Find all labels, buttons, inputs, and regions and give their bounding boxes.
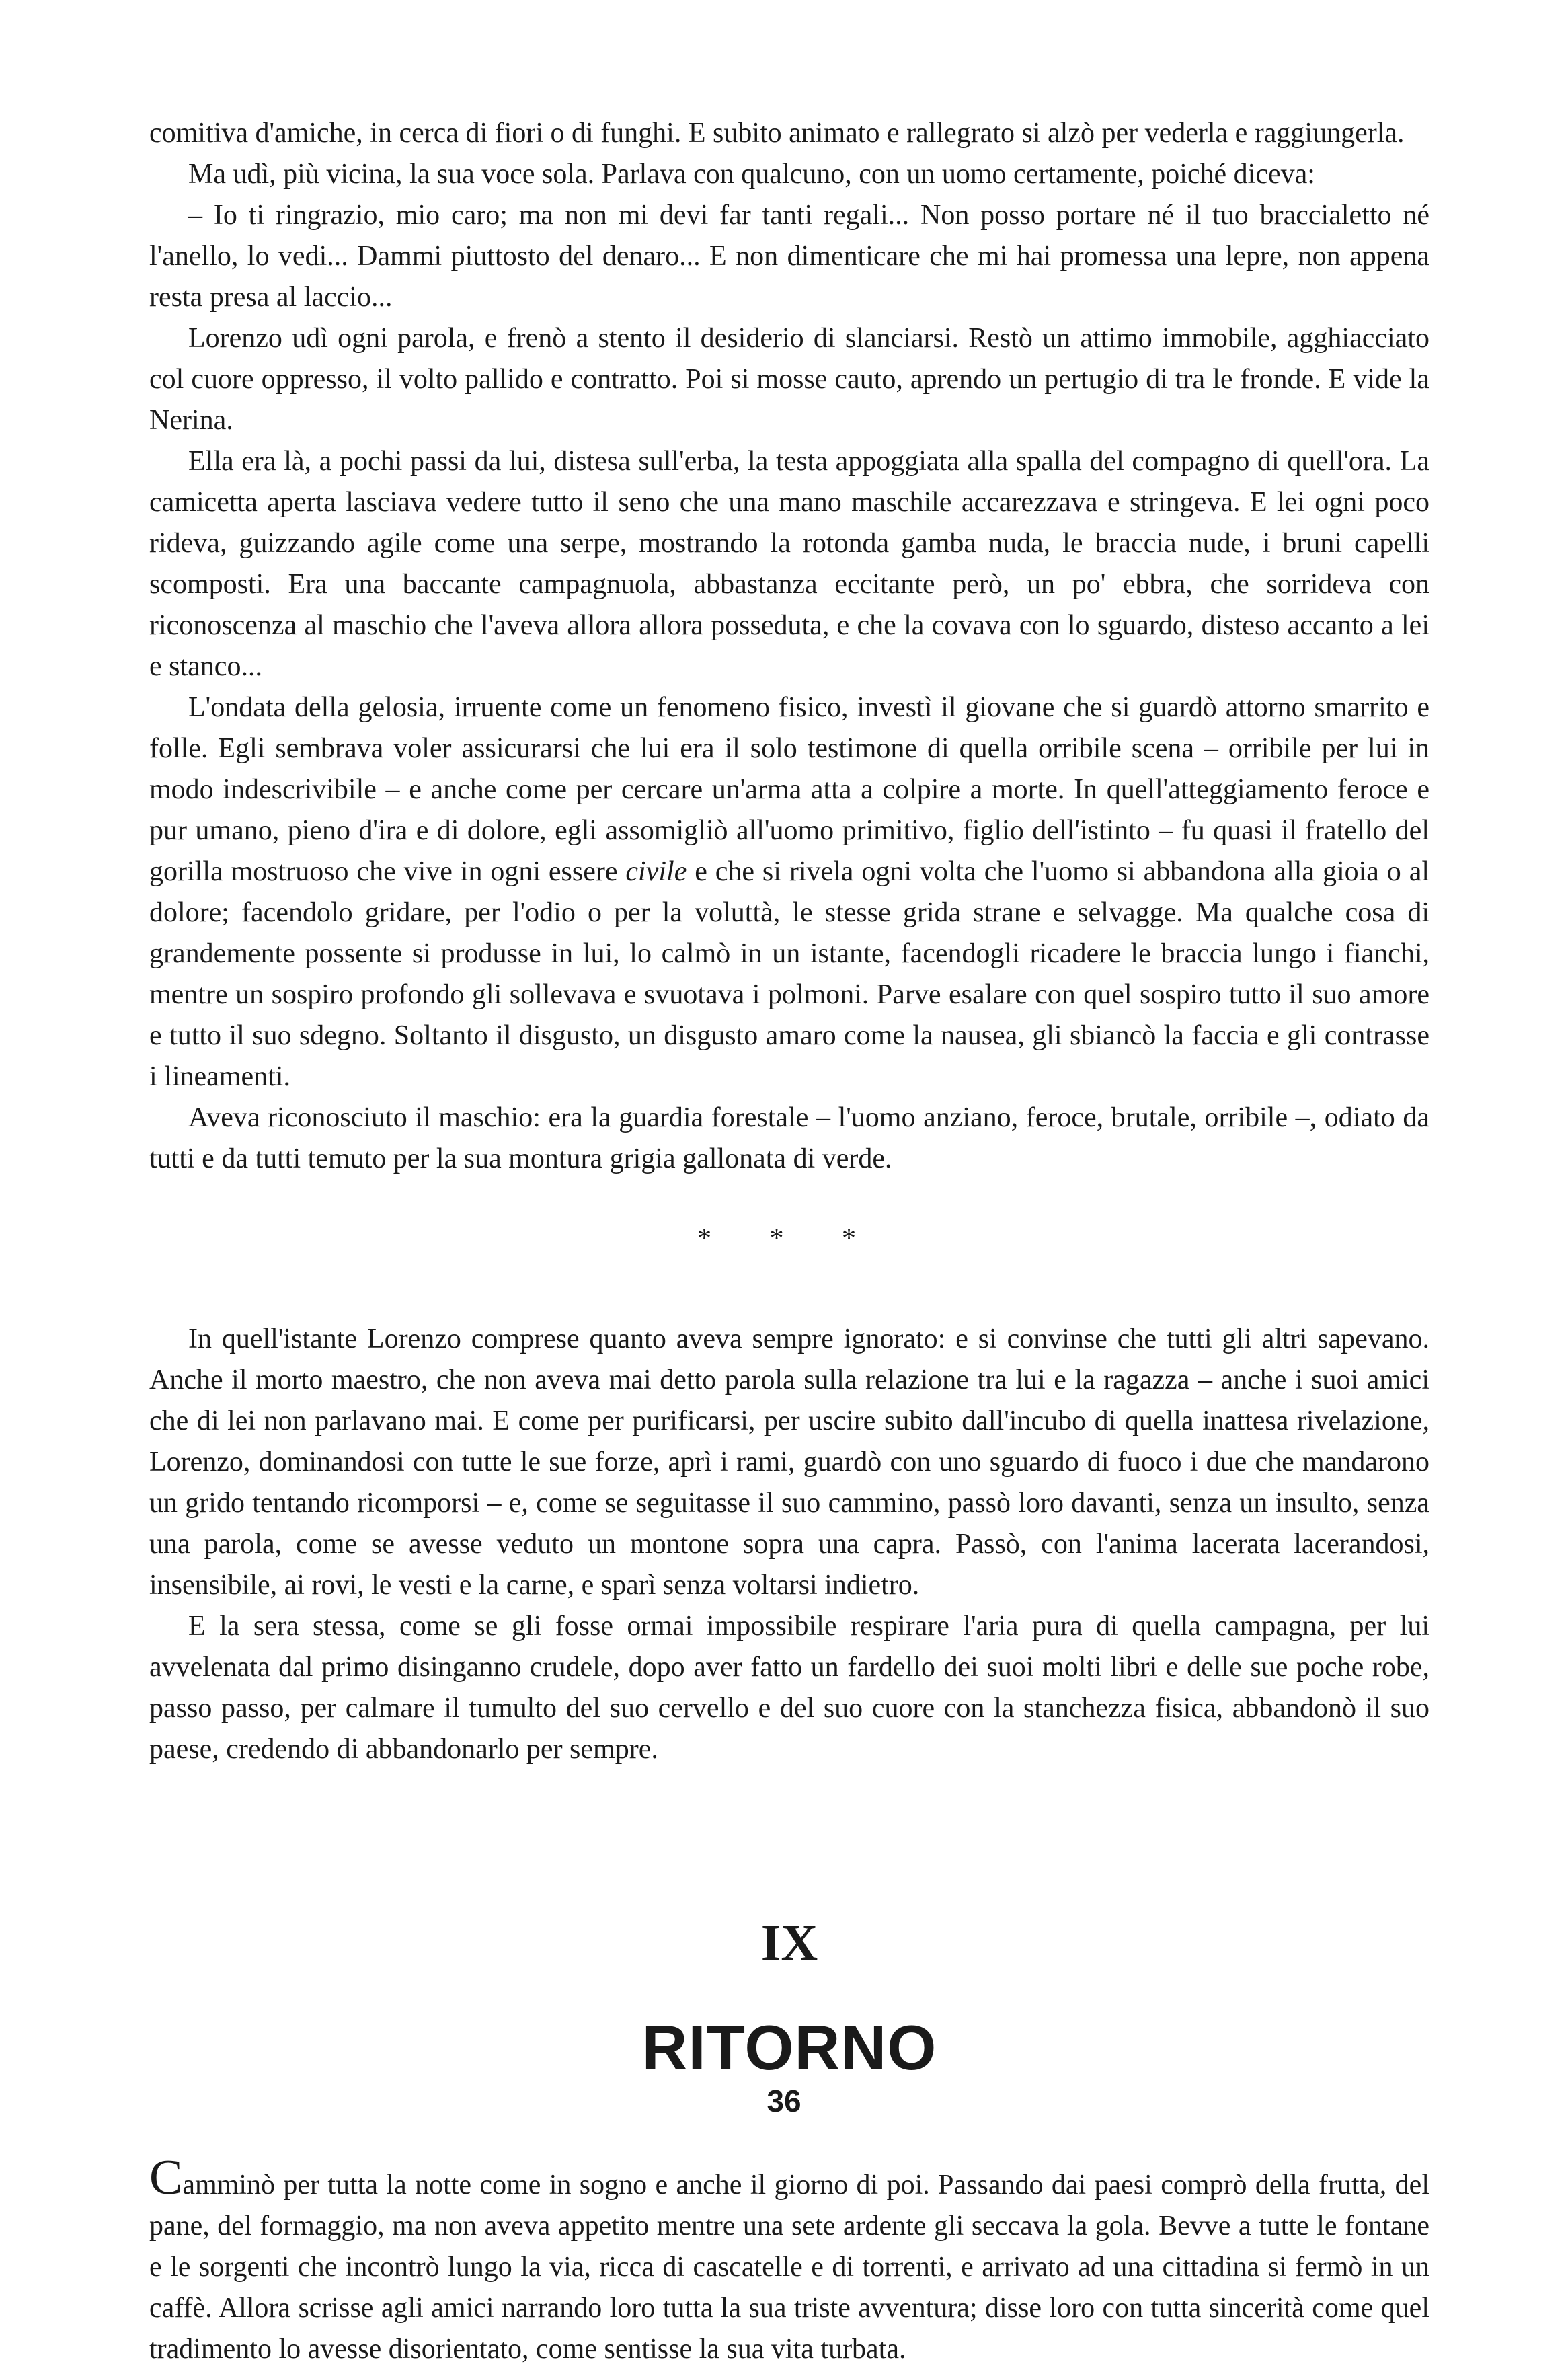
- paragraph: [149, 687, 1429, 1098]
- drop-cap: C: [149, 2150, 183, 2205]
- chapter-title: RITORNO: [641, 2012, 937, 2083]
- page-number: 36: [767, 2084, 801, 2118]
- paragraph-text: e che si rivela ogni volta che l'uomo si abbandona alla gioia o al dolore; facendolo gridare, per l'odio o per la voluttà, le stesse grida strane e selvagge. Ma qualche cosa di grandemente possente si produsse in lui, lo calmò in un istante, facendogli ricadere le braccia lungo i fianchi, mentre un sospiro profondo gli sollevava e svuotava i polmoni. Parve esalare con quel sospiro tutto il suo amore e tutto il suo sdegno. Soltanto il disgusto, un disgusto amaro come la nausea, gli sbiancò la faccia e gli contrasse i lineamenti.: [149, 856, 1430, 1092]
- section-separator: * * *: [697, 1223, 881, 1254]
- paragraph-text: amminò per tutta la notte come in sogno e anche il giorno di poi. Passando dai paesi comprò della frutta, del pane, del formaggio, ma non aveva appetito mentre una sete ardente gli seccava la gola. Bevve a tutte le fontane e le sorgenti che incontrò lungo la via, ricca di cascatelle e di torrenti, e arrivato ad una cittadina si fermò in un caffè. Allora scrisse agli amici narrando loro tutta la sua triste avventura; disse loro con tutta sincerità come quel tradimento lo avesse disorientato, come sentisse la sua vita turbata.: [149, 2170, 1429, 2365]
- chapter-body: [149, 2150, 1429, 2370]
- chapter-opening-paragraph: [149, 2150, 1429, 2370]
- page-body: [149, 113, 1429, 2370]
- italic-word: civile: [625, 856, 687, 887]
- paragraph: Ella era là, a pochi passi da lui, distesa sull'erba, la testa appoggiata alla spalla del compagno di quell'ora. La camicetta aperta lasciava vedere tutto il seno che una mano maschile accarezzava e stringeva. E lei ogni poco rideva, guizzando agile come una serpe, mostrando la rotonda gamba nuda, le braccia nude, i bruni capelli scomposti. Era una baccante campagnuola, abbastanza eccitante però, un po' ebbra, che sorrideva con riconoscenza al maschio che l'aveva allora allora posseduta, e che la covava con lo sguardo, disteso accanto a lei e stanco...: [149, 446, 1429, 682]
- paragraph: Lorenzo udì ogni parola, e frenò a stento il desiderio di slanciarsi. Restò un attimo immobile, agghiacciato col cuore oppresso, il volto pallido e contratto. Poi si mosse cauto, aprendo un pertugio di tra le fronde. E vide la Nerina.: [149, 323, 1429, 436]
- paragraph: Ma udì, più vicina, la sua voce sola. Parlava con qualcuno, con un uomo certamente, poiché diceva:: [188, 159, 1315, 190]
- paragraph: Aveva riconosciuto il maschio: era la guardia forestale – l'uomo anziano, feroce, brutale, orribile –, odiato da tutti e da tutti temuto per la sua montura grigia gallonata di verde.: [149, 1102, 1429, 1174]
- paragraph: In quell'istante Lorenzo comprese quanto aveva sempre ignorato: e si convinse che tutti gli altri sapevano. Anche il morto maestro, che non aveva mai detto parola sulla relazione tra lui e la ragazza – anche i suoi amici che di lei non parlavano mai. E come per purificarsi, per uscire subito dall'incubo di quella inattesa rivelazione, Lorenzo, dominandosi con tutte le sue forze, aprì i rami, guardò con uno sguardo di fuoco i due che mandarono un grido tentando ricomporsi – e, come se seguitasse il suo cammino, passò loro davanti, senza un insulto, senza una parola, come se avesse veduto un montone sopra una capra. Passò, con l'anima lacerata lacerandosi, insensibile, ai rovi, le vesti e la carne, e sparì senza voltarsi indietro.: [149, 1324, 1429, 1601]
- paragraph-text: L'ondata della gelosia, irruente come un fenomeno fisico, investì il giovane che si guardò attorno smarrito e folle. Egli sembrava voler assicurarsi che lui era il solo testimone di quella orribile scena – orribile per lui in modo indescrivibile – e anche come per cercare un'arma atta a colpire a morte. In quell'atteggiamento feroce e pur umano, pieno d'ira e di dolore, egli assomigliò all'uomo primitivo, figlio dell'istinto – fu quasi il fratello del gorilla mostruoso che vive in ogni essere: [149, 692, 1429, 887]
- paragraph: – Io ti ringrazio, mio caro; ma non mi devi far tanti regali... Non posso portare né il tuo braccialetto né l'anello, lo vedi... Dammi piuttosto del denaro... E non dimenticare che mi hai promessa una lepre, non appena resta presa al laccio...: [149, 200, 1429, 313]
- chapter-number: IX: [760, 1915, 818, 1971]
- paragraph: comitiva d'amiche, in cerca di fiori o di funghi. E subito animato e rallegrato si alzò per vederla e raggiungerla.: [149, 118, 1405, 149]
- paragraph: E la sera stessa, come se gli fosse ormai impossibile respirare l'aria pura di quella campagna, per lui avvelenata dal primo disinganno crudele, dopo aver fatto un fardello dei suoi molti libri e delle sue poche robe, passo passo, per calmare il tumulto del suo cervello e del suo cuore con la stanchezza fisica, abbandonò il suo paese, credendo di abbandonarlo per sempre.: [149, 1611, 1429, 1765]
